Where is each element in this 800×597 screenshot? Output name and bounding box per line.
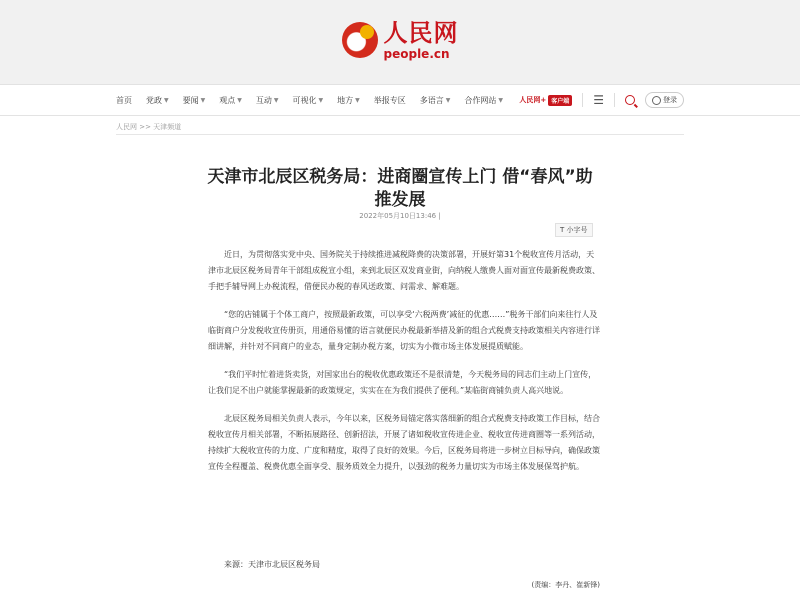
nav-item[interactable] [183, 95, 206, 106]
logo-english-text: people.cn [383, 46, 450, 61]
article-paragraph: 北辰区税务局相关负责人表示，今年以来，区税务局锚定落实落细新的组合式税费支持政策工作目标，结合税收宣传月相关部署，不断拓展路径、创新招法，开展了诸如税收宣传进企业、税收宣传进商圈等一系列活动，持续扩大税收宣传的力度、广度和精度，取得了良好的效果。今后，区税务局将进一步树立目标导向，确保政策宣传全程覆盖、税费优惠全面享受、服务质效全力提升，以强劲的税务力量切实为市场主体发展保驾护航。 [208, 414, 600, 471]
nav-item-label: 首页 [116, 95, 132, 105]
app-badge-logo: 人民网+ [519, 96, 547, 104]
chevron-down-icon: ▼ [445, 96, 451, 104]
nav-item[interactable] [293, 95, 324, 106]
logo-mark-icon [342, 22, 378, 58]
nav-item-label: 互动 [255, 95, 272, 105]
nav-item-label: 地方 [337, 95, 354, 105]
chevron-down-icon: ▼ [200, 96, 206, 104]
nav-items [116, 95, 517, 106]
login-label: 登录 [663, 96, 677, 104]
app-badge-link[interactable] [519, 95, 572, 106]
nav-item[interactable] [219, 95, 242, 106]
nav-item-label: 观点 [219, 95, 236, 105]
chevron-down-icon: ▼ [498, 96, 503, 104]
nav-item[interactable] [146, 95, 169, 106]
chevron-down-icon: ▼ [355, 96, 360, 104]
article-paragraph: “我们平时忙着进货卖货，对国家出台的税收优惠政策还不是很清楚，今天税务局的同志们主动上门宣传，让我们足不出户就能掌握最新的政策规定，实实在在为我们提供了便利。”某临街商铺负责人高兴地说。 [208, 370, 597, 395]
article-meta: 2022年05月10日13:46 | [359, 212, 441, 220]
logo-chinese-text: 人民网 [383, 17, 459, 47]
font-size-button[interactable] [555, 223, 593, 237]
user-icon [652, 96, 661, 105]
nav-divider [614, 93, 615, 107]
nav-item[interactable] [464, 95, 503, 106]
article-paragraph: “您的店铺属于个体工商户，按照最新政策，可以享受‘六税两费’减征的优惠……”税务干部们向来往行人及临街商户分发税收宣传册页，用通俗易懂的语言就便民办税最新举措及新的组合式税费支持政策相关内容进行详细讲解，并针对不同商户的业态，量身定制办税方案，切实为小微市场主体发展提质赋能。 [208, 310, 600, 351]
nav-item[interactable] [337, 95, 360, 106]
font-size-icon: T [560, 226, 565, 234]
nav-item-label: 合作网站 [464, 95, 497, 105]
article-body [208, 247, 600, 487]
article-paragraph: 近日，为贯彻落实党中央、国务院关于持续推进减税降费的决策部署，开展好第31个税收宣传月活动，天津市北辰区税务局青年干部组成税宣小组，来到北辰区双发商业街，向纳税人缴费人面对面宣传最新税费政策、手把手辅导网上办税流程，借便民办税的春风送政策、问需求、解难题。 [208, 250, 600, 291]
nav-item-label: 举报专区 [373, 95, 406, 105]
chevron-down-icon: ▼ [237, 96, 242, 104]
main-nav [0, 85, 800, 116]
login-button[interactable] [645, 92, 684, 108]
article-source: 来源：天津市北辰区税务局 [224, 560, 320, 569]
nav-divider [582, 93, 583, 107]
menu-icon[interactable]: ☰ [593, 93, 604, 107]
site-header [0, 0, 800, 85]
nav-item[interactable] [256, 95, 279, 106]
chevron-down-icon: ▼ [318, 96, 324, 104]
article-title: 天津市北辰区税务局：进商圈宣传上门 借“春风”助推发展 [207, 167, 593, 211]
article-editor: (责编：李丹、崔新锋) [531, 581, 600, 589]
font-size-label: 小字号 [566, 226, 588, 234]
search-icon[interactable] [625, 95, 635, 105]
nav-item[interactable] [420, 95, 451, 106]
nav-item-label: 多语言 [419, 95, 444, 105]
nav-item[interactable] [374, 95, 406, 106]
nav-item[interactable] [116, 95, 132, 106]
nav-item-label: 党政 [146, 95, 162, 105]
app-badge-label: 客户端 [548, 95, 572, 106]
breadcrumb[interactable]: 人民网 >> 天津频道 [116, 123, 182, 131]
breadcrumb-divider [116, 134, 684, 135]
site-logo[interactable] [342, 17, 459, 61]
chevron-down-icon: ▼ [273, 96, 279, 104]
nav-item-label: 要闻 [182, 95, 199, 105]
chevron-down-icon: ▼ [164, 96, 169, 104]
nav-item-label: 可视化 [292, 95, 317, 105]
